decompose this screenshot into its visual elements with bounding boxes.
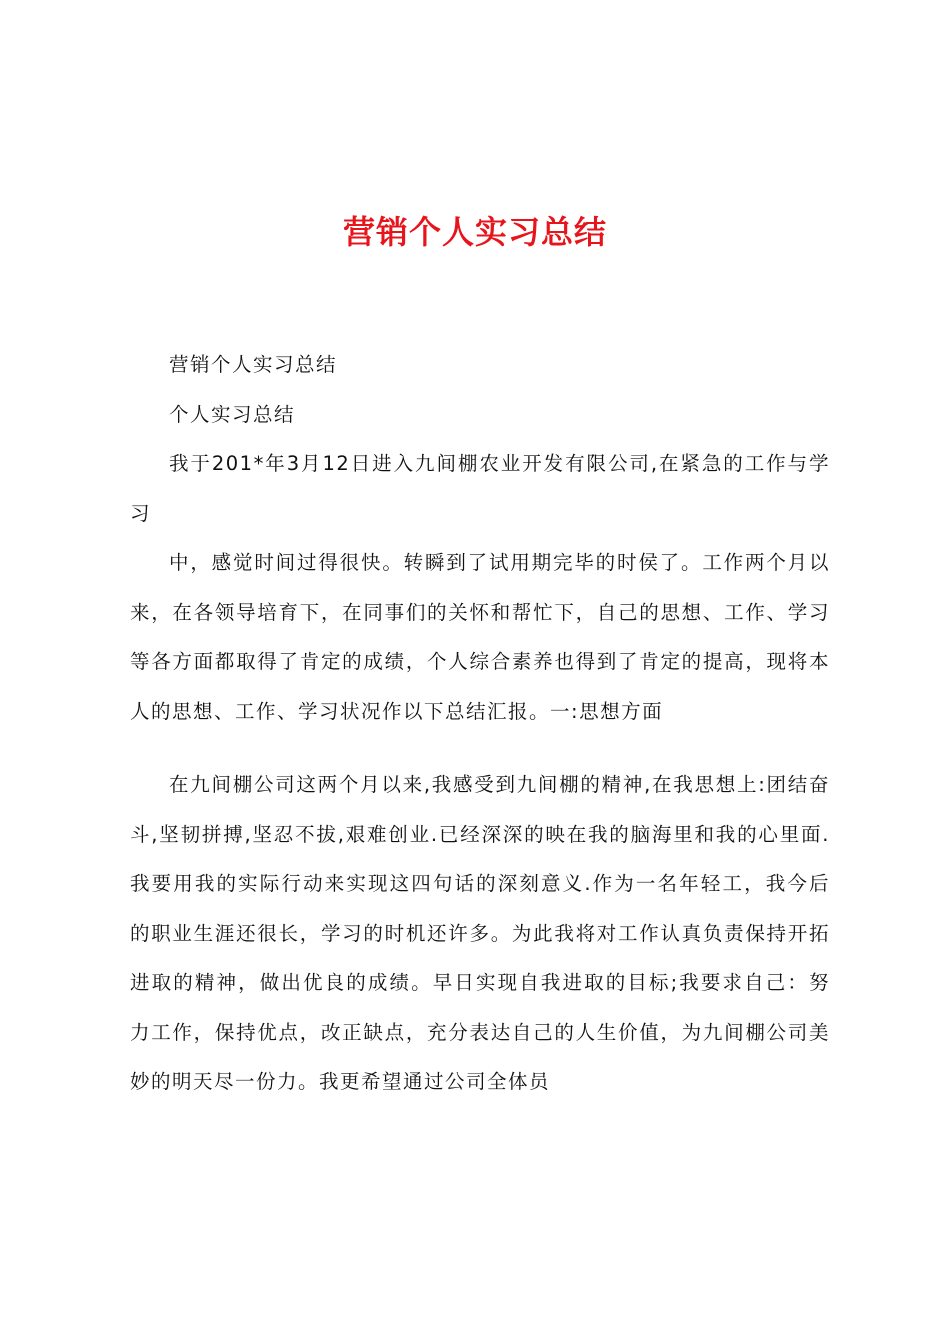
paragraph-thoughts: 在九间棚公司这两个月以来,我感受到九间棚的精神,在我思想上:团结奋斗,坚韧拼搏,坚忍不拔,艰难创业.已经深深的映在我的脑海里和我的心里面.我要用我的实际行动来实现这四句话的深刻意义.作为一名年轻工，我今后的职业生涯还很长，学习的时机还许多。为此我将对工作认真负责保持开拓进取的精神，做出优良的成绩。早日实现自我进取的目标;我要求自己：努力工作，保持优点，改正缺点，充分表达自己的人生价值，为九间棚公司美妙的明天尽一份力。我更希望通过公司全体员 bbox=[130, 773, 830, 1093]
document-body bbox=[130, 340, 830, 1107]
document-title: 营销个人实习总结 bbox=[342, 213, 607, 251]
paragraph-intro: 我于201*年3月12日进入九间棚农业开发有限公司,在紧急的工作与学习 bbox=[130, 452, 830, 525]
paragraph-summary: 中，感觉时间过得很快。转瞬到了试用期完毕的时侯了。工作两个月以来，在各领导培育下，在同事们的关怀和帮忙下，自己的思想、工作、学习等各方面都取得了肯定的成绩，个人综合素养也得到了肯定的提高，现将本人的思想、工作、学习状况作以下总结汇报。一:思想方面 bbox=[130, 551, 830, 723]
paragraph-subheading: 个人实习总结 bbox=[169, 402, 296, 426]
paragraph-heading: 营销个人实习总结 bbox=[169, 353, 338, 376]
